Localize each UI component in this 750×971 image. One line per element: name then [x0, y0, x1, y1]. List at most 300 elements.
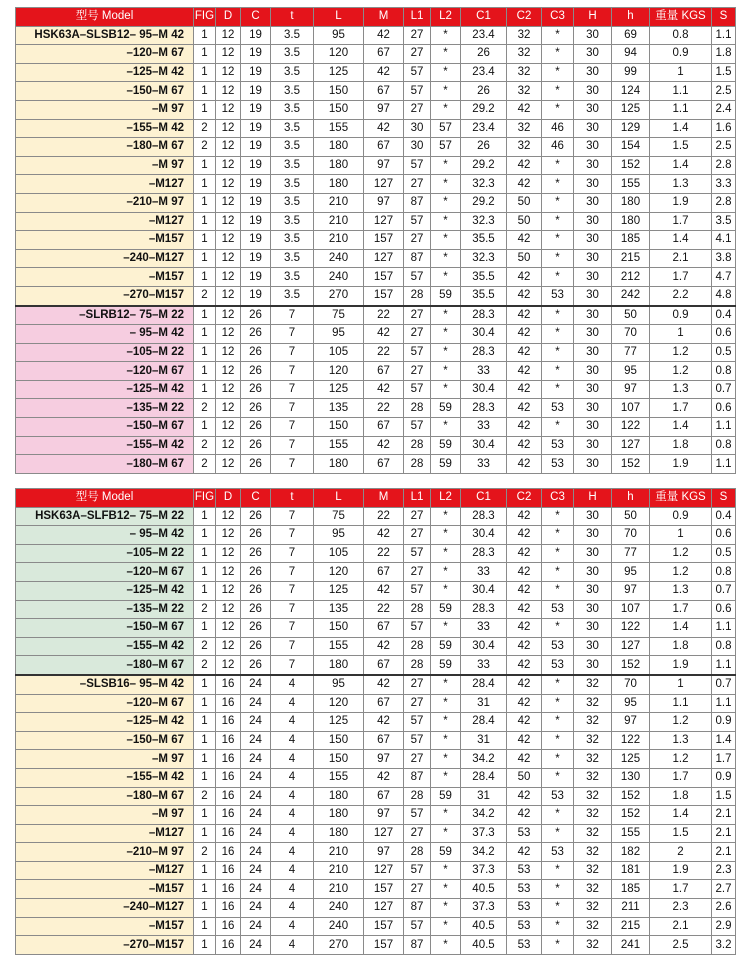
value-cell: 97 — [364, 750, 404, 769]
value-cell: 3.5 — [271, 193, 314, 212]
value-cell: 30 — [574, 656, 612, 675]
value-cell: 57 — [404, 713, 431, 732]
table-row — [16, 619, 736, 638]
value-cell: 7 — [271, 656, 314, 675]
value-cell: * — [542, 507, 574, 526]
value-cell: * — [431, 581, 461, 600]
value-cell: 0.8 — [650, 26, 712, 45]
value-cell: 30 — [574, 325, 612, 344]
value-cell: 1.9 — [650, 656, 712, 675]
value-cell: 240 — [314, 917, 364, 936]
value-cell: 0.7 — [712, 675, 736, 694]
value-cell: 28.4 — [461, 768, 507, 787]
spec-table-2 — [15, 488, 736, 955]
value-cell: * — [431, 45, 461, 64]
value-cell: 154 — [612, 138, 650, 157]
value-cell: 32 — [574, 880, 612, 899]
value-cell: * — [542, 212, 574, 231]
value-cell: 4.8 — [712, 286, 736, 305]
value-cell: 7 — [271, 399, 314, 418]
column-header: S — [712, 8, 736, 27]
column-header: 重量 KGS — [650, 489, 712, 508]
value-cell: 57 — [404, 544, 431, 563]
value-cell: 57 — [404, 82, 431, 101]
value-cell: 0.9 — [650, 306, 712, 325]
column-header: C1 — [461, 489, 507, 508]
value-cell: 157 — [364, 936, 404, 955]
value-cell: 28.3 — [461, 600, 507, 619]
value-cell: 26 — [241, 380, 271, 399]
value-cell: 16 — [216, 713, 241, 732]
column-header: M — [364, 8, 404, 27]
value-cell: 59 — [431, 656, 461, 675]
value-cell: 1.7 — [650, 768, 712, 787]
value-cell: 77 — [612, 343, 650, 362]
value-cell: 2 — [194, 637, 216, 656]
value-cell: * — [542, 824, 574, 843]
model-cell: –155–M 42 — [16, 768, 194, 787]
value-cell: 24 — [241, 843, 271, 862]
value-cell: 1 — [194, 824, 216, 843]
value-cell: * — [542, 325, 574, 344]
value-cell: 127 — [364, 861, 404, 880]
value-cell: 27 — [404, 750, 431, 769]
value-cell: * — [431, 156, 461, 175]
table-row — [16, 637, 736, 656]
column-header: FIG — [194, 8, 216, 27]
model-cell: –125–M 42 — [16, 63, 194, 82]
value-cell: 95 — [314, 675, 364, 694]
value-cell: 26 — [241, 325, 271, 344]
value-cell: 0.5 — [712, 544, 736, 563]
value-cell: 28 — [404, 286, 431, 305]
table-body — [16, 507, 736, 954]
value-cell: 1 — [194, 526, 216, 545]
value-cell: 67 — [364, 455, 404, 474]
value-cell: * — [542, 581, 574, 600]
value-cell: 12 — [216, 286, 241, 305]
value-cell: 180 — [314, 455, 364, 474]
value-cell: 33 — [461, 418, 507, 437]
value-cell: 12 — [216, 418, 241, 437]
value-cell: 24 — [241, 750, 271, 769]
value-cell: 27 — [404, 325, 431, 344]
value-cell: 130 — [612, 768, 650, 787]
value-cell: 22 — [364, 600, 404, 619]
value-cell: 127 — [364, 249, 404, 268]
value-cell: * — [542, 268, 574, 287]
value-cell: 1 — [194, 193, 216, 212]
value-cell: 42 — [507, 563, 542, 582]
model-cell: –270–M157 — [16, 936, 194, 955]
header-row — [16, 489, 736, 508]
value-cell: 67 — [364, 45, 404, 64]
value-cell: 32 — [574, 694, 612, 713]
value-cell: 241 — [612, 936, 650, 955]
value-cell: * — [542, 249, 574, 268]
model-cell: –M127 — [16, 175, 194, 194]
value-cell: * — [431, 824, 461, 843]
value-cell: 1 — [194, 563, 216, 582]
value-cell: 1 — [194, 917, 216, 936]
column-header: h — [612, 8, 650, 27]
value-cell: 120 — [314, 362, 364, 381]
table-row — [16, 156, 736, 175]
value-cell: 31 — [461, 731, 507, 750]
value-cell: 2 — [194, 436, 216, 455]
table-row — [16, 581, 736, 600]
value-cell: 59 — [431, 843, 461, 862]
value-cell: 19 — [241, 45, 271, 64]
value-cell: 0.6 — [712, 526, 736, 545]
value-cell: 26 — [241, 600, 271, 619]
model-cell: –120–M 67 — [16, 694, 194, 713]
value-cell: 32 — [574, 787, 612, 806]
value-cell: 3.5 — [271, 119, 314, 138]
value-cell: 1.7 — [650, 212, 712, 231]
column-header: M — [364, 489, 404, 508]
value-cell: 32.3 — [461, 212, 507, 231]
value-cell: 7 — [271, 455, 314, 474]
column-header: H — [574, 8, 612, 27]
value-cell: 30 — [574, 231, 612, 250]
value-cell: 30 — [404, 138, 431, 157]
model-cell: –150–M 67 — [16, 82, 194, 101]
table-row — [16, 380, 736, 399]
spec-table-1 — [15, 7, 736, 474]
value-cell: 42 — [507, 455, 542, 474]
model-cell: –M 97 — [16, 806, 194, 825]
value-cell: 1 — [194, 861, 216, 880]
value-cell: 4 — [271, 880, 314, 899]
value-cell: 182 — [612, 843, 650, 862]
value-cell: 24 — [241, 713, 271, 732]
value-cell: 26 — [241, 507, 271, 526]
value-cell: 2 — [194, 656, 216, 675]
value-cell: 30 — [574, 138, 612, 157]
value-cell: 23.4 — [461, 26, 507, 45]
value-cell: 122 — [612, 731, 650, 750]
table-row — [16, 399, 736, 418]
value-cell: 1.8 — [650, 436, 712, 455]
value-cell: 2.8 — [712, 156, 736, 175]
model-cell: – 95–M 42 — [16, 325, 194, 344]
value-cell: 3.5 — [271, 286, 314, 305]
value-cell: * — [542, 26, 574, 45]
value-cell: 32 — [574, 936, 612, 955]
value-cell: 0.5 — [712, 343, 736, 362]
value-cell: 3.5 — [271, 82, 314, 101]
value-cell: 27 — [404, 507, 431, 526]
value-cell: 57 — [404, 380, 431, 399]
value-cell: 42 — [364, 119, 404, 138]
column-header: C3 — [542, 489, 574, 508]
value-cell: 30 — [574, 581, 612, 600]
value-cell: 30 — [574, 526, 612, 545]
value-cell: 28 — [404, 656, 431, 675]
column-header: H — [574, 489, 612, 508]
value-cell: 42 — [507, 343, 542, 362]
table-row — [16, 231, 736, 250]
value-cell: 3.8 — [712, 249, 736, 268]
value-cell: 30 — [574, 100, 612, 119]
value-cell: * — [542, 306, 574, 325]
value-cell: 19 — [241, 286, 271, 305]
value-cell: 1.7 — [650, 399, 712, 418]
value-cell: 157 — [364, 917, 404, 936]
value-cell: 1 — [194, 806, 216, 825]
value-cell: 3.5 — [712, 212, 736, 231]
value-cell: 30 — [574, 507, 612, 526]
value-cell: 30 — [574, 268, 612, 287]
value-cell: 24 — [241, 768, 271, 787]
value-cell: 24 — [241, 731, 271, 750]
value-cell: 155 — [314, 637, 364, 656]
model-cell: –125–M 42 — [16, 713, 194, 732]
value-cell: 30 — [574, 399, 612, 418]
value-cell: 19 — [241, 119, 271, 138]
value-cell: 27 — [404, 563, 431, 582]
value-cell: 46 — [542, 138, 574, 157]
value-cell: * — [431, 563, 461, 582]
value-cell: 1 — [194, 100, 216, 119]
value-cell: 0.8 — [712, 436, 736, 455]
value-cell: 0.6 — [712, 600, 736, 619]
value-cell: 57 — [404, 917, 431, 936]
value-cell: 28.3 — [461, 544, 507, 563]
value-cell: 7 — [271, 436, 314, 455]
value-cell: 95 — [314, 526, 364, 545]
value-cell: * — [542, 750, 574, 769]
value-cell: 12 — [216, 581, 241, 600]
value-cell: 120 — [314, 45, 364, 64]
value-cell: 57 — [404, 156, 431, 175]
value-cell: 27 — [404, 694, 431, 713]
value-cell: 42 — [364, 768, 404, 787]
value-cell: 57 — [404, 581, 431, 600]
value-cell: 1.2 — [650, 362, 712, 381]
value-cell: 240 — [314, 249, 364, 268]
value-cell: 125 — [612, 100, 650, 119]
value-cell: 33 — [461, 619, 507, 638]
value-cell: 127 — [612, 637, 650, 656]
value-cell: 28 — [404, 436, 431, 455]
value-cell: 27 — [404, 100, 431, 119]
value-cell: 0.9 — [650, 507, 712, 526]
value-cell: * — [542, 880, 574, 899]
column-header: FIG — [194, 489, 216, 508]
value-cell: 12 — [216, 325, 241, 344]
value-cell: 12 — [216, 656, 241, 675]
value-cell: 32 — [574, 861, 612, 880]
value-cell: 12 — [216, 455, 241, 474]
value-cell: 129 — [612, 119, 650, 138]
value-cell: 0.4 — [712, 306, 736, 325]
value-cell: 7 — [271, 507, 314, 526]
table-row — [16, 212, 736, 231]
value-cell: 135 — [314, 600, 364, 619]
value-cell: 57 — [404, 861, 431, 880]
value-cell: 28.4 — [461, 713, 507, 732]
value-cell: * — [431, 249, 461, 268]
value-cell: 0.6 — [712, 325, 736, 344]
value-cell: 1 — [194, 731, 216, 750]
value-cell: 242 — [612, 286, 650, 305]
value-cell: * — [542, 100, 574, 119]
value-cell: 30 — [574, 600, 612, 619]
value-cell: 50 — [507, 768, 542, 787]
table-row — [16, 306, 736, 325]
value-cell: 16 — [216, 731, 241, 750]
value-cell: 32 — [574, 917, 612, 936]
value-cell: 7 — [271, 637, 314, 656]
value-cell: 1 — [194, 750, 216, 769]
value-cell: 127 — [612, 436, 650, 455]
value-cell: 155 — [612, 824, 650, 843]
table-row — [16, 861, 736, 880]
value-cell: 42 — [507, 806, 542, 825]
value-cell: 150 — [314, 82, 364, 101]
value-cell: 67 — [364, 362, 404, 381]
table-row — [16, 936, 736, 955]
table-row — [16, 286, 736, 305]
value-cell: 2.7 — [712, 880, 736, 899]
value-cell: 180 — [314, 787, 364, 806]
value-cell: 30.4 — [461, 325, 507, 344]
value-cell: 42 — [507, 581, 542, 600]
value-cell: 27 — [404, 362, 431, 381]
value-cell: 75 — [314, 306, 364, 325]
value-cell: * — [542, 544, 574, 563]
value-cell: 95 — [612, 362, 650, 381]
value-cell: 34.2 — [461, 806, 507, 825]
value-cell: 240 — [314, 268, 364, 287]
table-row — [16, 806, 736, 825]
value-cell: 2.5 — [650, 936, 712, 955]
value-cell: 32 — [507, 63, 542, 82]
table-row — [16, 880, 736, 899]
value-cell: 4 — [271, 861, 314, 880]
value-cell: * — [431, 175, 461, 194]
value-cell: * — [542, 82, 574, 101]
table-body — [16, 26, 736, 473]
value-cell: 32 — [507, 82, 542, 101]
value-cell: 12 — [216, 507, 241, 526]
value-cell: * — [542, 806, 574, 825]
value-cell: 180 — [612, 193, 650, 212]
value-cell: 16 — [216, 750, 241, 769]
table-row — [16, 175, 736, 194]
table-row — [16, 787, 736, 806]
value-cell: 3.5 — [271, 156, 314, 175]
table-row — [16, 82, 736, 101]
value-cell: 1 — [650, 63, 712, 82]
value-cell: 27 — [404, 526, 431, 545]
value-cell: 1.5 — [712, 787, 736, 806]
value-cell: 22 — [364, 507, 404, 526]
value-cell: 1 — [194, 306, 216, 325]
value-cell: 26 — [241, 637, 271, 656]
value-cell: 1 — [194, 231, 216, 250]
value-cell: 46 — [542, 119, 574, 138]
value-cell: 59 — [431, 399, 461, 418]
value-cell: 27 — [404, 306, 431, 325]
value-cell: 19 — [241, 138, 271, 157]
value-cell: 2.1 — [650, 249, 712, 268]
value-cell: * — [542, 362, 574, 381]
value-cell: 12 — [216, 175, 241, 194]
value-cell: 7 — [271, 600, 314, 619]
value-cell: 26 — [461, 138, 507, 157]
value-cell: * — [431, 713, 461, 732]
value-cell: 125 — [612, 750, 650, 769]
model-cell: –M157 — [16, 231, 194, 250]
value-cell: 1.1 — [712, 694, 736, 713]
value-cell: 150 — [314, 750, 364, 769]
column-header: C2 — [507, 8, 542, 27]
value-cell: 2.1 — [650, 917, 712, 936]
value-cell: 59 — [431, 286, 461, 305]
value-cell: 26 — [241, 619, 271, 638]
value-cell: 1.1 — [712, 656, 736, 675]
value-cell: 215 — [612, 917, 650, 936]
value-cell: 1 — [650, 325, 712, 344]
column-header: D — [216, 489, 241, 508]
value-cell: * — [542, 899, 574, 918]
value-cell: 150 — [314, 619, 364, 638]
value-cell: 26 — [241, 455, 271, 474]
value-cell: 12 — [216, 563, 241, 582]
value-cell: 42 — [507, 156, 542, 175]
value-cell: 32 — [574, 899, 612, 918]
column-header: L1 — [404, 489, 431, 508]
value-cell: 152 — [612, 455, 650, 474]
value-cell: 35.5 — [461, 231, 507, 250]
value-cell: 70 — [612, 325, 650, 344]
value-cell: 42 — [507, 380, 542, 399]
value-cell: 87 — [404, 249, 431, 268]
value-cell: 27 — [404, 824, 431, 843]
value-cell: 210 — [314, 231, 364, 250]
value-cell: 42 — [507, 843, 542, 862]
value-cell: 87 — [404, 193, 431, 212]
table-row — [16, 268, 736, 287]
value-cell: 70 — [612, 675, 650, 694]
value-cell: 3.5 — [271, 231, 314, 250]
value-cell: 99 — [612, 63, 650, 82]
value-cell: 155 — [314, 436, 364, 455]
model-cell: –210–M 97 — [16, 843, 194, 862]
value-cell: 12 — [216, 156, 241, 175]
value-cell: 1.7 — [712, 750, 736, 769]
value-cell: 122 — [612, 418, 650, 437]
value-cell: 53 — [542, 600, 574, 619]
column-header: C — [241, 489, 271, 508]
value-cell: 53 — [542, 286, 574, 305]
model-cell: –105–M 22 — [16, 544, 194, 563]
value-cell: 1 — [194, 544, 216, 563]
value-cell: 1 — [194, 418, 216, 437]
value-cell: * — [431, 507, 461, 526]
value-cell: 50 — [612, 507, 650, 526]
value-cell: 4 — [271, 731, 314, 750]
value-cell: 19 — [241, 212, 271, 231]
value-cell: 181 — [612, 861, 650, 880]
value-cell: * — [431, 26, 461, 45]
value-cell: 26 — [241, 399, 271, 418]
value-cell: 19 — [241, 100, 271, 119]
table-row — [16, 713, 736, 732]
